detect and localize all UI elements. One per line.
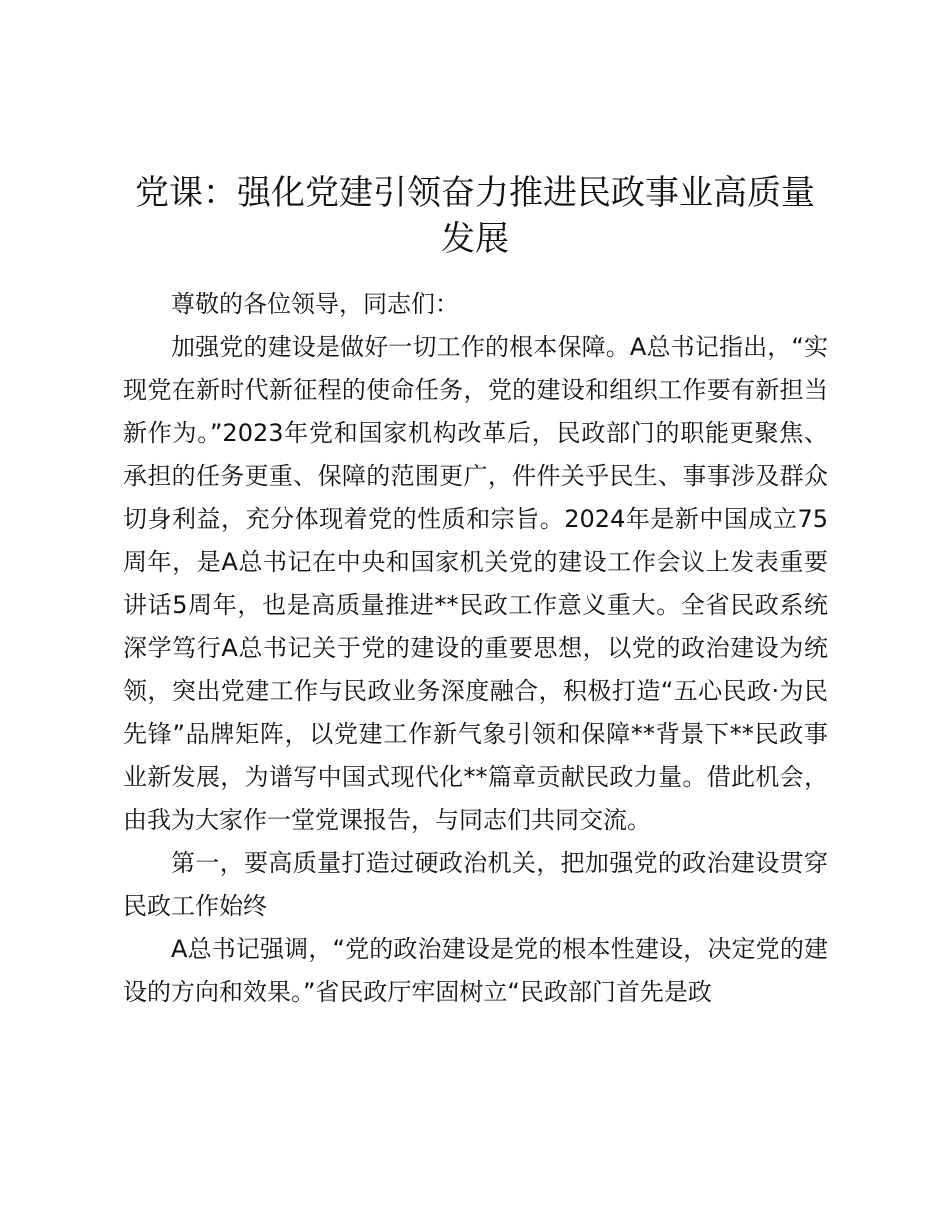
- document-body: [123, 283, 828, 1014]
- intro-paragraph: 加强党的建设是做好一切工作的根本保障。A总书记指出，“实现党在新时代新征程的使命任务，党的建设和组织工作要有新担当新作为。”2023年党和国家机构改革后，民政部门的职能更聚焦、承担的任务更重、保障的范围更广，件件关乎民生、事事涉及群众切身利益，充分体现着党的性质和宗旨。2024年是新中国成立75周年，是A总书记在中央和国家机关党的建设工作会议上发表重要讲话5周年，也是高质量推进**民政工作意义重大。全省民政系统深学笃行A总书记关于党的建设的重要思想，以党的政治建设为统领，突出党建工作与民政业务深度融合，积极打造“五心民政·为民先锋”品牌矩阵，以党建工作新气象引领和保障**背景下**民政事业新发展，为谱写中国式现代化**篇章贡献民政力量。借此机会，由我为大家作一堂党课报告，与同志们共同交流。: [123, 333, 828, 834]
- document-title: 党课：强化党建引领奋力推进民政事业高质量发展: [135, 173, 815, 259]
- salutation-paragraph: 尊敬的各位领导，同志们：: [171, 290, 459, 318]
- section-heading-paragraph: 第一，要高质量打造过硬政治机关，把加强党的政治建设贯穿民政工作始终: [123, 849, 828, 920]
- body-paragraph: A总书记强调，“党的政治建设是党的根本性建设，决定党的建设的方向和效果。”省民政厅牢固树立“民政部门首先是政: [123, 935, 828, 1006]
